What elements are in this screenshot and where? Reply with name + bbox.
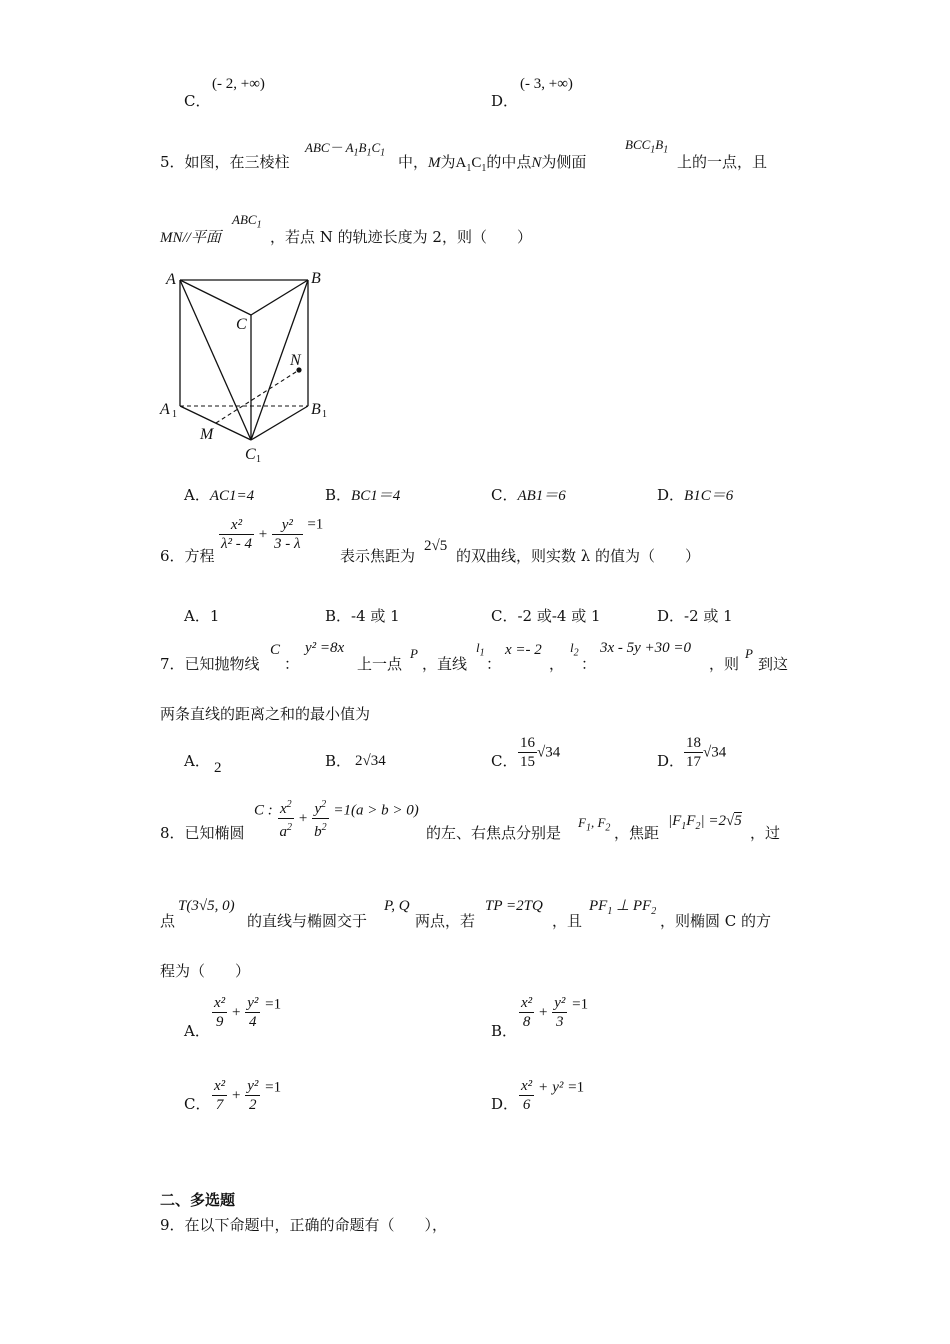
q6-option-c [491,605,601,626]
q7-l1-letter: l [476,640,480,655]
q7-l2: $l_2$ [570,640,579,659]
q7-l2-eq: 3x - 5y +30 =0 [600,640,692,656]
q8-ellipse-eq [254,796,419,841]
q5-prism-name [305,137,385,159]
q6-option-b [325,605,400,626]
q5-number: 5． [160,153,185,171]
q8-number: 8． [160,824,185,842]
q6-option-a-label: A． [184,607,210,625]
q5-stem-a: 如图，在三棱柱 [184,153,290,171]
q7-comma: ， [549,655,565,673]
q5-option-b [325,484,400,505]
q5-option-d-label: D． [657,486,685,504]
q8-c-plus: + [231,1087,241,1104]
q7-stem-d: ，则 [709,655,740,673]
q8-line2-d: ，且 [552,912,583,930]
q5-prism-figure [158,262,338,467]
q7-option-d-label: D． [657,752,685,770]
q8-stem-c: ，焦距 [614,824,660,842]
q7-d-den: 17 [686,754,701,770]
q8-line2-b: 的直线与椭圆交于 [247,912,368,930]
q6-option-b-value: -4 或 1 [351,607,400,625]
q8-b-rhs: =1 [572,996,589,1013]
q8-b-plus: + [538,1004,548,1021]
q5-stem-line2a [160,226,221,247]
q8-plus: + [298,810,308,827]
q6-equation [219,516,323,553]
q7-stem-e: 到这 [758,655,789,673]
q8-c-den-a: 7 [215,1097,224,1113]
q6-plus: + [258,526,268,543]
q5-option-d [657,484,733,505]
q8-a-x2: x² [214,995,226,1011]
q7-l2-letter: l [570,640,574,655]
q8-b-y2: y² [554,995,566,1011]
q8-b-den-b: 3 [556,1014,564,1030]
q8-ellipse-rhs: =1(a > b > 0) [333,802,419,819]
q8-option-d-label: D． [491,1095,519,1113]
q6-stem-a: 方程 [184,547,215,565]
q5-plane: $ABC_1$ [232,212,262,231]
q9-stem-text: 在以下命题中，正确的命题有（ ）， [184,1216,448,1234]
q7-p: P [410,646,418,661]
q8-stem-b: 的左、右焦点分别是 [426,824,562,842]
q8-stem-a: 已知椭圆 [184,824,245,842]
q8-line2-a: 点 [160,912,176,930]
q6-option-d [657,605,733,626]
q7-stem-start [160,653,260,674]
label-c: C [236,316,247,333]
q7-stem-a: 已知抛物线 [184,655,260,673]
q8-line2-e: ，则椭圆 C 的方 [660,912,772,930]
q8-a-frac-y [245,994,260,1031]
q8-option-b-label: B． [491,1022,518,1040]
q8-a-plus: + [231,1004,241,1021]
q5-option-c-label: C． [491,486,518,504]
q8-b-den-a: 8 [522,1014,531,1030]
q5-m: M [428,155,441,171]
q8-pq: P, Q [384,898,410,914]
q8-perp: $PF_1$ ⊥ $PF_2$ [589,898,657,917]
label-a1: A [160,401,170,418]
q5-option-a [184,484,254,505]
q8-option-c-label: C． [184,1095,211,1113]
q4-option-c [184,90,210,111]
q6-frac-x [219,516,254,553]
q8-a-rhs: =1 [265,996,282,1013]
q6-option-c-label: C． [491,607,518,625]
label-b1-sub: 1 [322,409,327,420]
q7-stem-c: ，直线 [422,655,468,673]
q6-option-b-label: B． [325,607,352,625]
q6-number: 6． [160,547,185,565]
q7-d-rad: √34 [703,744,727,761]
q5-stem-line2b: ，若点 N 的轨迹长度为 2，则（ ） [270,228,532,246]
q7-l1-eq: x =- 2 [505,642,542,658]
label-n: N [290,352,301,369]
q8-stem-start [160,822,245,843]
label-a: A [166,271,176,288]
q6-stem-b: 表示焦距为 [340,547,416,565]
q8-option-d-eq [519,1077,584,1114]
q6-option-d-value: -2 或 1 [684,607,733,625]
q6-den1: λ² - 4 [221,536,252,552]
q8-d-frac-x [519,1077,534,1114]
q7-c-den: 15 [520,754,535,770]
q8-option-c-eq [212,1077,281,1114]
q7-option-c-label: C． [491,752,518,770]
q6-option-c-value: -2 或-4 或 1 [517,607,601,625]
edge-ac [180,280,251,315]
label-m: M [200,426,214,443]
q8-a-den-a: 9 [215,1014,224,1030]
edge-ac1 [180,280,251,440]
q8-d-rhs: =1 [568,1079,585,1096]
label-b: B [311,270,321,287]
q7-option-d-frac [684,734,703,771]
q8-stem-d: ，过 [750,824,781,842]
q8-b-frac-y [552,994,567,1031]
q6-option-a [184,605,219,626]
q7-option-b-value: 2√34 [355,753,386,769]
q4-option-c-label: C． [184,92,211,110]
q5-option-a-label: A． [184,486,210,504]
q7-c-num: 16 [520,735,535,751]
label-b1: B [311,401,321,418]
q8-ellipse-lhs: C : [254,802,273,819]
q8-line2-c: 两点，若 [415,912,476,930]
edge-a1c1 [180,406,251,440]
q5-option-c-value: AB1＝6 [517,488,566,504]
q5-option-d-value: B1C＝6 [684,488,734,504]
q8-option-b-eq [519,994,588,1031]
q8-b-x2: x² [521,995,533,1011]
q5-option-c [491,484,566,505]
q9-number: 9． [160,1216,185,1234]
q7-option-a-label: A． [184,752,210,770]
q8-line3: 程为（ ） [160,962,251,980]
q5-stem-line1 [160,151,290,172]
q8-c-x2: x² [214,1078,226,1094]
q7-d-num: 18 [686,735,701,751]
q7-line2: 两条直线的距离之和的最小值为 [160,705,371,723]
q8-d-den-a: 6 [522,1097,531,1113]
q8-c-y2: y² [247,1078,259,1094]
q7-option-c-frac [518,734,537,771]
q8-frac-y: $\frac{y^2}{b^2}$ [312,796,329,841]
q5-stem-d: 的中点 [486,153,532,171]
q7-number: 7． [160,655,185,673]
q7-option-c-value [518,734,560,771]
q8-d-plus: + [538,1079,548,1096]
q4-option-d [491,90,518,111]
q8-a-frac-x [212,994,227,1031]
q7-option-d-value [684,734,726,771]
q8-c-den-b: 2 [249,1097,257,1113]
q8-a-den-b: 4 [249,1014,257,1030]
q8-point-t: T(3√5, 0) [178,898,235,914]
label-c1-sub: 1 [256,454,261,465]
q4-option-c-value: (- 2, +∞) [212,76,265,92]
q7-l1: $l_1$ [476,640,485,659]
q8-tp-tq: TP =2TQ [485,898,543,914]
q6-option-d-label: D． [657,607,685,625]
q5-stem-f: 上的一点，且 [677,153,768,171]
label-c1: C [245,446,256,463]
q6-stem-start [160,545,215,566]
q8-focal: $|F_1F_2| =2√5$ [668,813,742,832]
label-a1-sub: 1 [172,409,177,420]
q7-c-rad: √34 [537,744,561,761]
q6-num1: x² [219,516,254,535]
q4-option-d-label: D． [491,92,519,110]
q7-option-b-label: B． [325,752,352,770]
q5-option-b-value: BC1＝4 [351,488,401,504]
q6-num2: y² [272,516,303,535]
q7-colon-2: ： [581,655,597,673]
q6-stem-c: 的双曲线，则实数 λ 的值为（ ） [456,547,701,565]
q5-stem-line1b [398,151,586,174]
q7-colon: ： [284,655,300,673]
q5-stem-e: 为侧面 [541,153,587,171]
q6-frac-y [272,516,303,553]
q7-parabola: y² =8x [305,640,345,656]
edge-bc [251,280,308,315]
q6-focal: 2√5 [424,538,448,554]
q8-option-a-label: A． [184,1022,210,1040]
q5-prism: $ABC- A_1B_1C_1$ [305,140,386,159]
segment-mn [216,370,299,423]
q4-option-d-value: (- 3, +∞) [520,76,573,92]
q9-stem [160,1214,447,1235]
q5-option-a-value: AC1=4 [209,488,255,504]
q7-c: C [270,642,281,658]
q6-option-a-value: 1 [209,607,220,625]
q5-a1c1: $A_1C_1$ [455,155,487,174]
q5-mn-parallel: MN//平面 [160,230,221,246]
q5-option-b-label: B． [325,486,352,504]
q5-n: N [531,155,542,171]
q8-b-frac-x [519,994,534,1031]
q8-option-a-eq [212,994,281,1031]
q6-den2: 3 - λ [274,536,301,552]
q6-rhs: =1 [307,516,324,533]
q8-d-x2: x² [521,1078,533,1094]
edge-b1c1 [251,406,308,440]
section-heading: 二、多选题 [160,1191,236,1209]
q8-a-y2: y² [247,995,259,1011]
q7-colon-1: ： [486,655,502,673]
q5-stem-b: 中， [398,153,429,171]
q7-option-a-value: 2 [214,760,222,776]
q5-face: $BCC_1B_1$ [625,137,669,156]
q8-foci: $F_1$, $F_2$ [578,815,611,834]
q7-stem-b: 上一点 [357,655,403,673]
q8-d-y2: y² [552,1079,564,1096]
q8-frac-x: $\frac{x^2}{a^2}$ [278,796,295,841]
q8-c-frac-y [245,1077,260,1114]
q8-c-rhs: =1 [265,1079,282,1096]
q8-c-frac-x [212,1077,227,1114]
q7-p2: P [745,646,753,661]
q5-stem-c: 为 [440,153,456,171]
